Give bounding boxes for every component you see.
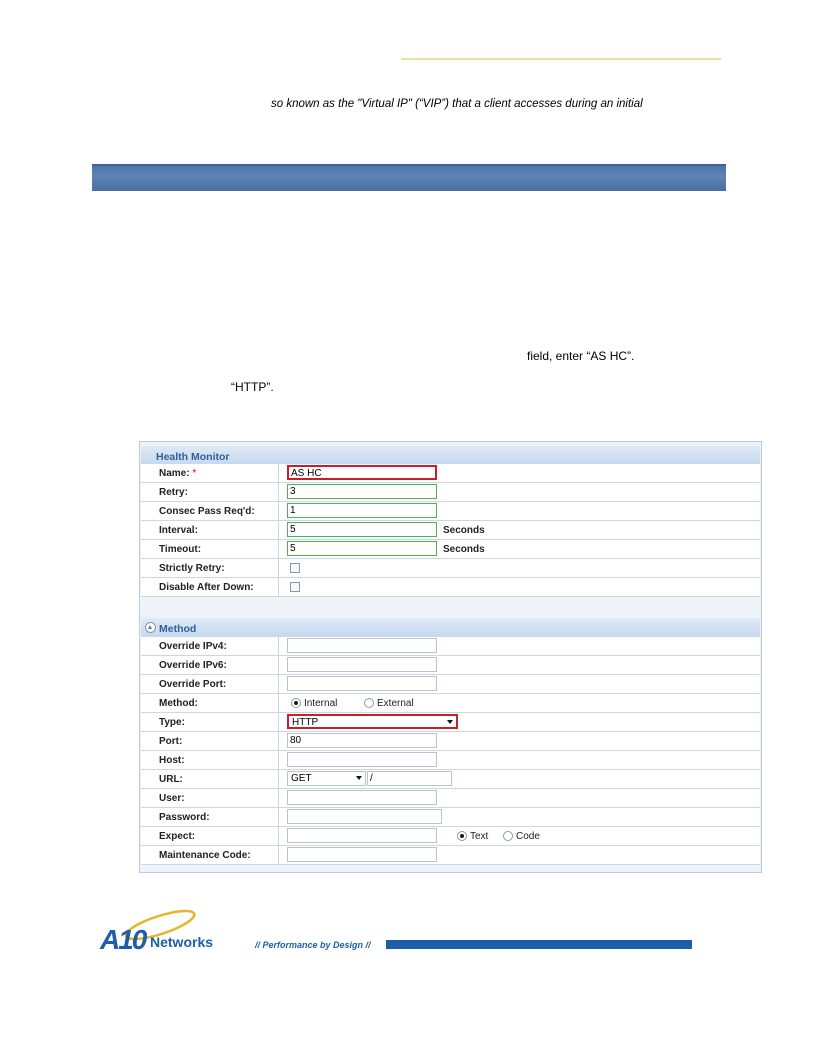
url-method-select[interactable] xyxy=(287,771,366,786)
type-select[interactable] xyxy=(287,714,458,729)
health-monitor-form xyxy=(139,441,762,873)
method-label: Method: xyxy=(159,698,198,709)
maintenance-code-input[interactable] xyxy=(287,847,437,862)
name-label: Name: * xyxy=(159,468,197,479)
intro-text: so known as the "Virtual IP" (“VIP”) that a client accesses during an initial xyxy=(271,98,643,110)
expect-text-radio[interactable] xyxy=(457,831,467,841)
header-rule xyxy=(401,58,721,60)
override-ipv4-label: Override IPv4: xyxy=(159,641,227,652)
logo-a10: A10 xyxy=(100,924,146,955)
expect-text-label: Text xyxy=(470,831,489,842)
consec-pass-label: Consec Pass Req'd: xyxy=(159,506,255,517)
disable-after-down-checkbox[interactable] xyxy=(290,582,300,592)
user-input[interactable] xyxy=(287,790,437,805)
override-ipv6-label: Override IPv6: xyxy=(159,660,227,671)
form-row-timeout xyxy=(141,540,760,559)
form-row-override-ipv6 xyxy=(141,656,760,675)
override-ipv4-input[interactable] xyxy=(287,638,437,653)
form-row-consec xyxy=(141,502,760,521)
type-select-value: HTTP xyxy=(292,717,319,728)
health-monitor-section-header xyxy=(141,446,760,466)
password-label: Password: xyxy=(159,812,210,823)
method-section-header[interactable] xyxy=(141,618,760,638)
method-external-label: External xyxy=(377,698,414,709)
form-row-method xyxy=(141,694,760,713)
user-label: User: xyxy=(159,793,185,804)
override-port-label: Override Port: xyxy=(159,679,227,690)
strictly-retry-checkbox[interactable] xyxy=(290,563,300,573)
expect-code-radio[interactable] xyxy=(503,831,513,841)
chevron-down-icon xyxy=(447,720,453,724)
port-input[interactable]: 80 xyxy=(287,733,437,748)
timeout-input[interactable]: 5 xyxy=(287,541,437,556)
step-name-instruction: field, enter “AS HC”. xyxy=(527,349,635,363)
form-row-expect xyxy=(141,827,760,846)
type-label: Type: xyxy=(159,717,185,728)
url-method-value: GET xyxy=(291,773,312,784)
form-row-override-port xyxy=(141,675,760,694)
form-row-name xyxy=(141,464,760,483)
logo-tagline: // Performance by Design // xyxy=(255,940,371,950)
name-input[interactable]: AS HC xyxy=(287,465,437,480)
form-row-port xyxy=(141,732,760,751)
form-row-strictly-retry xyxy=(141,559,760,578)
chevron-down-icon xyxy=(356,776,362,780)
step-type-instruction: “HTTP”. xyxy=(231,380,274,394)
retry-input[interactable]: 3 xyxy=(287,484,437,499)
form-row-type xyxy=(141,713,760,732)
footer-bar xyxy=(386,940,692,949)
method-section-title: Method xyxy=(159,623,197,635)
form-row-interval xyxy=(141,521,760,540)
url-path-input[interactable]: / xyxy=(367,771,452,786)
method-internal-label: Internal xyxy=(304,698,338,709)
url-label: URL: xyxy=(159,774,183,785)
method-external-radio[interactable] xyxy=(364,698,374,708)
port-label: Port: xyxy=(159,736,183,747)
interval-unit: Seconds xyxy=(443,525,485,536)
interval-label: Interval: xyxy=(159,525,198,536)
consec-pass-input[interactable]: 1 xyxy=(287,503,437,518)
section-banner xyxy=(92,164,726,191)
form-row-host xyxy=(141,751,760,770)
timeout-label: Timeout: xyxy=(159,544,202,555)
expect-code-label: Code xyxy=(516,831,540,842)
form-row-retry xyxy=(141,483,760,502)
host-input[interactable] xyxy=(287,752,437,767)
method-internal-radio[interactable] xyxy=(291,698,301,708)
form-row-maintenance-code xyxy=(141,846,760,865)
override-ipv6-input[interactable] xyxy=(287,657,437,672)
timeout-unit: Seconds xyxy=(443,544,485,555)
form-row-user xyxy=(141,789,760,808)
collapse-icon[interactable] xyxy=(145,622,156,633)
interval-input[interactable]: 5 xyxy=(287,522,437,537)
strictly-retry-label: Strictly Retry: xyxy=(159,563,225,574)
password-input[interactable] xyxy=(287,809,442,824)
required-mark: * xyxy=(192,468,197,479)
health-monitor-section-title: Health Monitor xyxy=(156,451,230,463)
maintenance-code-label: Maintenance Code: xyxy=(159,850,251,861)
host-label: Host: xyxy=(159,755,185,766)
form-row-disable-after-down xyxy=(141,578,760,597)
retry-label: Retry: xyxy=(159,487,188,498)
form-row-override-ipv4 xyxy=(141,637,760,656)
override-port-input[interactable] xyxy=(287,676,437,691)
disable-after-down-label: Disable After Down: xyxy=(159,582,254,593)
form-row-password xyxy=(141,808,760,827)
logo-networks: Networks xyxy=(150,934,214,950)
form-row-url xyxy=(141,770,760,789)
expect-label: Expect: xyxy=(159,831,196,842)
expect-input[interactable] xyxy=(287,828,437,843)
